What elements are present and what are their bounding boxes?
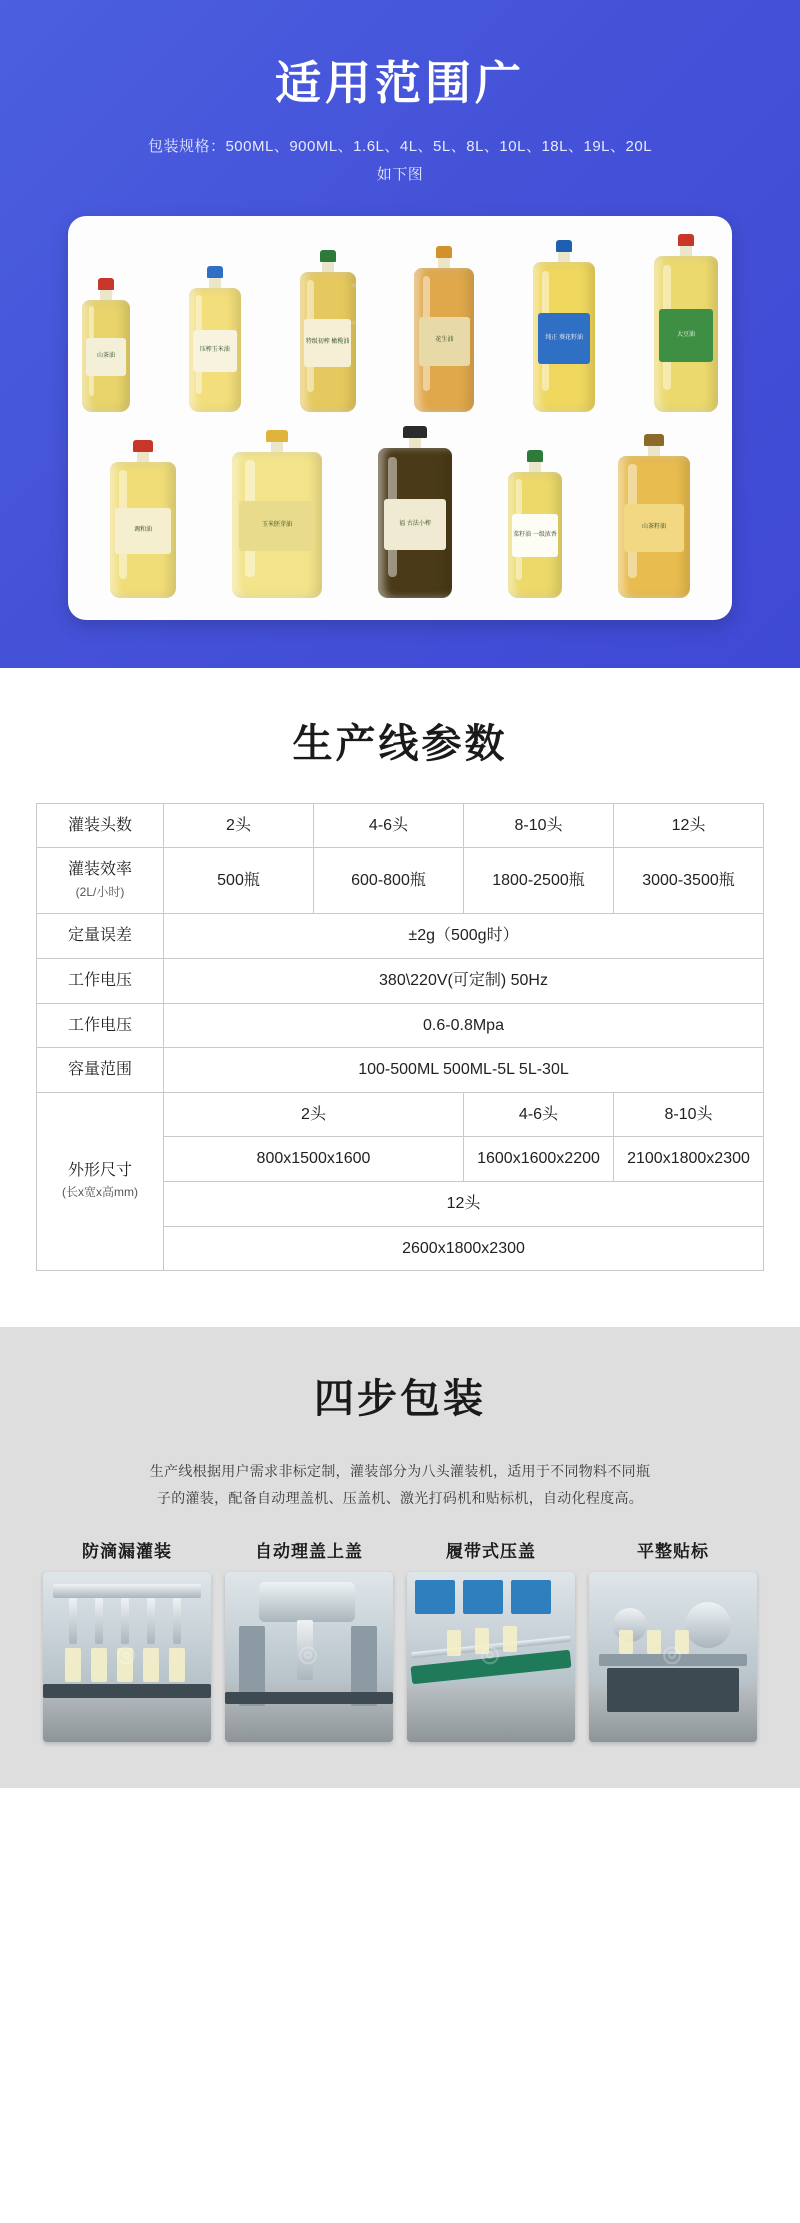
bottle-on-line [65,1648,81,1682]
photo-floor [407,1685,575,1743]
bottle-cap-icon [266,430,288,442]
bottle-item [508,450,562,598]
bottle-item [232,430,322,598]
table-row-dimensions-heads [37,1092,764,1137]
hero-subtitle-line2: 如下图 [376,166,424,184]
filling-nozzle [69,1598,77,1644]
table-row [37,1048,764,1093]
bottle-body [110,462,176,598]
bottle-body [654,256,718,412]
machine-panel [511,1580,551,1614]
bottle-label: 花生油 [419,317,469,366]
bottle-cap-icon [133,440,153,452]
step-photo-capping [407,1572,575,1742]
step-image-row [34,1572,766,1742]
bottle-neck [100,290,112,300]
bottle-neck [558,252,570,262]
bottle-neck [409,438,421,448]
table-cell: 380\220V(可定制) 50Hz [164,958,764,1003]
table-cell: 1600x1600x2200 [464,1137,614,1182]
step-label-4: 平整贴标 [637,1542,709,1562]
bottle-item [618,434,690,598]
table-cell: 2100x1800x2300 [614,1137,764,1182]
step-label-3: 履带式压盖 [446,1542,536,1562]
step-label-row [34,1537,766,1572]
bottle-cap-icon [678,234,694,246]
bottle-cap-icon [436,246,452,258]
bottle-on-line [169,1648,185,1682]
step-label-2: 自动理盖上盖 [255,1542,363,1562]
watermark: ⌾ [117,1640,137,1674]
table-cell: 3000-3500瓶 [614,848,764,914]
bottle-label: 调和油 [115,508,170,554]
bottle-body [189,288,241,412]
conveyor-belt [225,1692,393,1704]
bottle-label: 大豆油 [659,309,713,362]
machine-base [607,1668,739,1712]
bottle-cap-icon [644,434,664,446]
parameters-section [0,668,800,1328]
bottle-label: 山茶籽油 [624,504,685,552]
table-cell: 800x1500x1600 [164,1137,464,1182]
bottle-neck [271,442,283,452]
bottle-on-line [143,1648,159,1682]
row-header: 灌装头数 [37,803,164,848]
steps-description-line2: 子的灌装，配备自动理盖机、压盖机、激光打码机和贴标机，自动化程度高。 [156,1489,644,1506]
specification-table [36,803,764,1272]
bottle-on-line [447,1630,461,1656]
table-cell: 8-10头 [614,1092,764,1137]
table-row [37,914,764,959]
table-cell: 8-10头 [464,803,614,848]
hero-section [0,0,800,668]
steps-description-line1: 生产线根据用户需求非标定制，灌装部分为八头灌装机，适用于不同物料不同瓶 [149,1463,651,1480]
steps-description [80,1458,720,1511]
parameters-title: 生产线参数 [292,721,508,766]
step-photo-filling [43,1572,211,1742]
bottle-item [110,440,176,598]
row-header: 容量范围 [37,1048,164,1093]
bottle-row-1 [82,234,718,412]
conveyor-belt [43,1684,211,1698]
steps-title: 四步包装 [314,1377,486,1422]
bottle-neck [648,446,660,456]
hero-subtitle-line1: 包装规格：500ML、900ML、1.6L、4L、5L、8L、10L、18L、19L、20L [147,137,653,155]
row-header-sublabel: (长x宽x高mm) [62,1185,138,1200]
bottle-item [189,266,241,412]
bottle-cap-icon [207,266,223,278]
bottle-body [82,300,130,412]
bottle-neck [529,462,541,472]
bottle-label: 压榨玉米油 [193,330,237,372]
table-cell: 2头 [164,1092,464,1137]
row-header-sublabel: (2L/小时) [75,884,125,899]
bottle-body [508,472,562,598]
table-cell: ±2g（500g时） [164,914,764,959]
bottle-body [618,456,690,598]
bottle-body [300,272,356,412]
bottle-neck [137,452,149,462]
table-cell: 500瓶 [164,848,314,914]
table-cell: 4-6头 [314,803,464,848]
bottle-neck [438,258,450,268]
table-row [37,848,764,914]
step-photo-cap-feeder [225,1572,393,1742]
bottle-on-line [647,1630,661,1654]
bottle-item [82,278,130,412]
machine-frame [53,1584,201,1598]
row-header [37,848,164,914]
bottle-label: 福 古法小榨 [384,499,446,550]
bottle-label: 玉米胚芽油 [239,501,315,551]
row-header: 工作电压 [37,1003,164,1048]
step-photo-labeling [589,1572,757,1742]
table-cell: 4-6头 [464,1092,614,1137]
hero-title: 适用范围广 [275,57,525,109]
bottle-on-line [619,1630,633,1654]
row-header-label: 灌装效率 [67,861,132,879]
table-cell: 600-800瓶 [314,848,464,914]
filling-nozzle [121,1598,129,1644]
table-cell: 0.6-0.8Mpa [164,1003,764,1048]
row-header: 定量误差 [37,914,164,959]
table-cell: 2600x1800x2300 [164,1226,764,1271]
bottle-body [533,262,595,412]
bottle-handle [171,470,176,506]
filling-nozzle [147,1598,155,1644]
bottle-handle [351,284,356,324]
bottle-item [414,246,474,412]
machine-panel [463,1580,503,1614]
table-row [37,958,764,1003]
bottle-item [378,426,452,598]
bottle-item [300,250,356,412]
table-cell: 1800-2500瓶 [464,848,614,914]
bottle-label: 纯正 葵花籽油 [538,313,590,364]
bottle-item [533,240,595,412]
row-header-dimensions [37,1092,164,1270]
bottle-cap-icon [527,450,543,462]
bottle-body [378,448,452,598]
bottle-neck [322,262,334,272]
bottle-on-line [503,1626,517,1652]
bottle-on-line [91,1648,107,1682]
bottle-label: 山茶油 [86,338,126,376]
bottle-neck [209,278,221,288]
table-cell: 100-500ML 500ML-5L 5L-30L [164,1048,764,1093]
machine-panel [415,1580,455,1614]
bottle-cap-icon [98,278,114,290]
bottle-body [232,452,322,598]
table-row [37,803,764,848]
watermark: ⌾ [481,1640,501,1674]
bottle-cap-icon [403,426,427,438]
steps-section [0,1327,800,1788]
bottle-item [654,234,718,412]
table-cell: 12头 [164,1181,764,1226]
bottle-body [414,268,474,412]
bottle-row-2 [82,426,718,598]
bottle-label: 菜籽油 一级浓香 [512,514,557,557]
bottle-neck [680,246,692,256]
bottle-cap-icon [556,240,572,252]
bottle-label: 特级初榨 橄榄油 [304,319,351,367]
filling-nozzle [95,1598,103,1644]
table-cell: 2头 [164,803,314,848]
filling-nozzle [173,1598,181,1644]
watermark: ⌾ [663,1640,683,1674]
watermark: ⌾ [299,1640,319,1674]
table-row [37,1003,764,1048]
row-header-label: 外形尺寸 [67,1161,132,1179]
row-header: 工作电压 [37,958,164,1003]
bottle-cap-icon [320,250,336,262]
step-label-1: 防滴漏灌装 [82,1542,172,1562]
table-cell: 12头 [614,803,764,848]
label-reel [685,1602,731,1648]
hero-subtitle [0,133,800,190]
cap-hopper [259,1582,355,1622]
bottle-gallery-card [68,216,732,620]
